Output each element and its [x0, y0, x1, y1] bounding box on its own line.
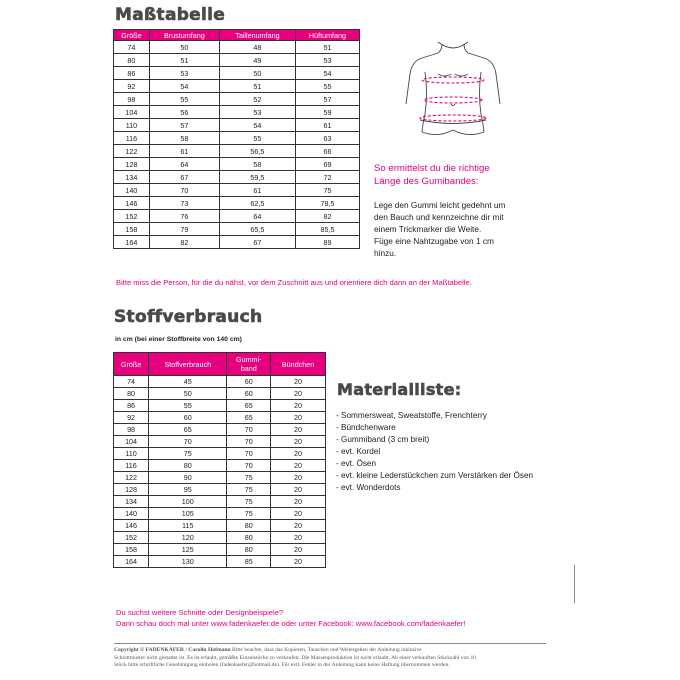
fabric-table-row	[114, 484, 326, 496]
size-table-cell: 85,5	[295, 223, 359, 236]
size-table-cell: 116	[114, 132, 150, 145]
material-list	[336, 410, 596, 494]
fabric-table-cell: 105	[149, 508, 227, 520]
fabric-table-row	[114, 496, 326, 508]
fabric-table-cell: 75	[227, 484, 271, 496]
fabric-table-cell: 104	[114, 436, 149, 448]
size-table-cell: 53	[149, 67, 219, 80]
material-list-title: Materialliste:	[337, 380, 462, 399]
fabric-table-cell: 80	[114, 388, 149, 400]
gum-instruction-line: Füge eine Nahtzugabe von 1 cm	[374, 236, 494, 246]
material-list-item: - evt. kleine Lederstückchen zum Verstärken der Ösen	[336, 471, 534, 480]
size-table-row	[114, 54, 360, 67]
size-table-row	[114, 223, 360, 236]
size-table-cell: 58	[149, 132, 219, 145]
fabric-table-row	[114, 424, 326, 436]
size-table-cell: 48	[219, 41, 295, 54]
fabric-table-cell: 85	[227, 556, 271, 568]
size-table-cell: 50	[219, 67, 295, 80]
size-table-cell: 66	[295, 145, 359, 158]
fabric-table-cell: 20	[271, 532, 326, 544]
fabric-table-cell: 80	[227, 544, 271, 556]
fabric-table-cell: 100	[149, 496, 227, 508]
size-table-cell: 57	[149, 119, 219, 132]
fabric-table-row	[114, 520, 326, 532]
fabric-table-cell: 98	[114, 424, 149, 436]
size-table-cell: 55	[295, 80, 359, 93]
more-info-line1: Du suchst weitere Schnitte oder Designbeispiele?	[116, 608, 284, 617]
fabric-table-cell: 152	[114, 532, 149, 544]
fabric-table-cell: 65	[227, 400, 271, 412]
size-table-cell: 55	[219, 132, 295, 145]
size-table-row	[114, 80, 360, 93]
size-table-cell: 70	[149, 184, 219, 197]
fabric-table-cell: 90	[149, 472, 227, 484]
gum-instruction-line: einem Trickmarker die Weite.	[374, 224, 482, 234]
fabric-table-row	[114, 544, 326, 556]
size-table-header-cell: Hüftumfang	[295, 30, 359, 41]
fabric-table-cell: 80	[149, 460, 227, 472]
size-table-row	[114, 171, 360, 184]
fabric-table-cell: 20	[271, 460, 326, 472]
size-table-row	[114, 184, 360, 197]
fabric-table-cell: 125	[149, 544, 227, 556]
size-table-row	[114, 236, 360, 249]
size-table-cell: 86	[114, 67, 150, 80]
fabric-table-cell: 20	[271, 496, 326, 508]
size-table-cell: 152	[114, 210, 150, 223]
fabric-table-cell: 70	[227, 436, 271, 448]
fabric-table-cell: 20	[271, 424, 326, 436]
gum-instruction-line: Lege den Gummi leicht gedehnt um	[374, 200, 506, 210]
size-table-cell: 57	[295, 93, 359, 106]
fabric-table-cell: 75	[227, 508, 271, 520]
size-table-cell: 58	[219, 158, 295, 171]
material-list-item: - evt. Ösen	[336, 459, 377, 468]
size-table-cell: 110	[114, 119, 150, 132]
size-table-row	[114, 145, 360, 158]
fabric-table-row	[114, 436, 326, 448]
size-table-cell: 50	[149, 41, 219, 54]
fabric-table-cell: 60	[149, 412, 227, 424]
material-list-item: - Bündchenware	[336, 423, 396, 432]
size-table-cell: 52	[219, 93, 295, 106]
fabric-table-cell: 20	[271, 436, 326, 448]
body-measure-illustration	[398, 34, 508, 144]
size-table-row	[114, 132, 360, 145]
fabric-table-cell: 122	[114, 472, 149, 484]
fabric-table-cell: 20	[271, 544, 326, 556]
fabric-table-row	[114, 376, 326, 388]
size-table-cell: 65,5	[219, 223, 295, 236]
measure-note: Bitte miss die Person, für die du nähst, vor dem Zuschnitt aus und orientiere dich dann an der Maßtabelle.	[116, 278, 472, 287]
size-table-row	[114, 119, 360, 132]
fabric-table-cell: 75	[149, 448, 227, 460]
fabric-table-row	[114, 460, 326, 472]
size-table-row	[114, 41, 360, 54]
size-table-cell: 63	[295, 132, 359, 145]
fabric-table-cell: 130	[149, 556, 227, 568]
size-table-cell: 89	[295, 236, 359, 249]
size-table-cell: 104	[114, 106, 150, 119]
fabric-table-cell: 80	[227, 520, 271, 532]
fabric-table-cell: 75	[227, 496, 271, 508]
fabric-table-row	[114, 388, 326, 400]
material-list-item: - Sommersweat, Sweatstoffe, Frenchterry	[336, 411, 487, 420]
size-table-cell: 146	[114, 197, 150, 210]
fabric-table-cell: 70	[227, 424, 271, 436]
material-list-item: - Gummiband (3 cm breit)	[336, 435, 430, 444]
size-table-cell: 164	[114, 236, 150, 249]
size-table-cell: 62,5	[219, 197, 295, 210]
size-table-row	[114, 197, 360, 210]
fabric-table-cell: 20	[271, 556, 326, 568]
fabric-table-cell: 20	[271, 376, 326, 388]
size-table-cell: 55	[149, 93, 219, 106]
size-table-cell: 75	[295, 184, 359, 197]
size-table-cell: 134	[114, 171, 150, 184]
size-table-row	[114, 67, 360, 80]
fabric-table-cell: 74	[114, 376, 149, 388]
size-table-cell: 61	[219, 184, 295, 197]
fabric-table-cell: 70	[227, 448, 271, 460]
size-table-cell: 54	[295, 67, 359, 80]
footer-divider	[114, 643, 546, 644]
fabric-table-cell: 50	[149, 388, 227, 400]
fabric-table-row	[114, 472, 326, 484]
size-table-header-cell: Größe	[114, 30, 150, 41]
size-table-header-cell: Brustumfang	[149, 30, 219, 41]
size-table-cell: 76	[149, 210, 219, 223]
size-table-cell: 51	[149, 54, 219, 67]
fabric-table-cell: 80	[227, 532, 271, 544]
fabric-table-cell: 60	[227, 388, 271, 400]
size-table-cell: 67	[219, 236, 295, 249]
fabric-table-header-cell: Bündchen	[271, 353, 326, 376]
fabric-table-title: Stoffverbrauch	[114, 307, 263, 327]
fabric-table-cell: 60	[227, 376, 271, 388]
footer	[114, 647, 554, 670]
size-table-cell: 61	[295, 119, 359, 132]
material-list-item: - evt. Wonderdots	[336, 483, 401, 492]
fabric-table-row	[114, 412, 326, 424]
fabric-table-header-cell: Gummi- band	[227, 353, 271, 376]
gum-heading-line2: Länge des Gumibandes:	[374, 176, 479, 187]
fabric-table-cell: 75	[227, 472, 271, 484]
fabric-table-cell: 116	[114, 460, 149, 472]
size-table-cell: 73	[149, 197, 219, 210]
fabric-table-cell: 20	[271, 400, 326, 412]
fabric-table-cell: 20	[271, 412, 326, 424]
fabric-table-row	[114, 532, 326, 544]
fabric-table-row	[114, 400, 326, 412]
fabric-table-row	[114, 556, 326, 568]
fabric-table-cell: 20	[271, 484, 326, 496]
gum-instruction-line: den Bauch und kennzeichne dir mit	[374, 212, 504, 222]
fabric-table-cell: 115	[149, 520, 227, 532]
size-table-cell: 49	[219, 54, 295, 67]
footer-line3: Stück bitte schriftliche Genehmigung einholen (fadenkaefer@hotmail.de). Für evtl. Fehler in der Anleitung kann keine Haftung übernommen werden.	[114, 662, 450, 669]
right-edge-line	[574, 565, 575, 603]
fabric-table-cell: 140	[114, 508, 149, 520]
fabric-table-header-cell: Größe	[114, 353, 149, 376]
fabric-table-cell: 20	[271, 508, 326, 520]
size-table-cell: 74	[114, 41, 150, 54]
size-table-row	[114, 106, 360, 119]
size-table-cell: 82	[149, 236, 219, 249]
size-table-cell: 56,5	[219, 145, 295, 158]
fabric-table-cell: 146	[114, 520, 149, 532]
fabric-table-cell: 20	[271, 448, 326, 460]
size-table-cell: 72	[295, 171, 359, 184]
size-table-cell: 56	[149, 106, 219, 119]
size-table-cell: 59	[295, 106, 359, 119]
size-table-cell: 78,5	[295, 197, 359, 210]
fabric-table-cell: 45	[149, 376, 227, 388]
fabric-table-cell: 20	[271, 520, 326, 532]
size-table-cell: 79	[149, 223, 219, 236]
size-table-cell: 158	[114, 223, 150, 236]
size-table	[113, 29, 360, 249]
size-table-cell: 61	[149, 145, 219, 158]
fabric-table-row	[114, 508, 326, 520]
size-table-cell: 54	[149, 80, 219, 93]
footer-copyright: Copyright © FADENKÄFER / Carolin Hofmann	[114, 647, 231, 653]
footer-line2: Schnittmuster nicht gestattet ist. Es ist erlaubt, gemäßte Einzelstücke zu verkaufen. Die Massenproduktion ist nicht erlaubt. Ab einer verkauften Stückzahl von 10	[114, 654, 477, 661]
fabric-table	[113, 352, 326, 568]
size-table-title: Maßtabelle	[115, 5, 226, 25]
fabric-table-cell: 20	[271, 388, 326, 400]
size-table-cell: 69	[295, 158, 359, 171]
fabric-table-cell: 134	[114, 496, 149, 508]
fabric-table-cell: 92	[114, 412, 149, 424]
size-table-cell: 128	[114, 158, 150, 171]
size-table-cell: 53	[295, 54, 359, 67]
size-table-cell: 51	[295, 41, 359, 54]
size-table-cell: 82	[295, 210, 359, 223]
fabric-table-cell: 65	[227, 412, 271, 424]
fabric-table-cell: 164	[114, 556, 149, 568]
size-table-header-cell: Taillenumfang	[219, 30, 295, 41]
size-table-row	[114, 158, 360, 171]
fabric-table-header-cell: Stoffverbrauch	[149, 353, 227, 376]
fabric-table-subtitle: in cm (bei einer Stoffbreite von 140 cm)	[115, 336, 242, 343]
size-table-row	[114, 93, 360, 106]
size-table-cell: 64	[149, 158, 219, 171]
size-table-cell: 59,5	[219, 171, 295, 184]
size-table-cell: 80	[114, 54, 150, 67]
fabric-table-cell: 65	[149, 424, 227, 436]
more-info-line2: Dann schau doch mal unter www.fadenkaefer.de oder unter Facebook: www.facebook.com/fadenkaefer!	[116, 619, 466, 628]
gum-heading-line1: So ermittelst du die richtige	[374, 163, 490, 174]
size-table-cell: 140	[114, 184, 150, 197]
fabric-table-cell: 55	[149, 400, 227, 412]
size-table-cell: 53	[219, 106, 295, 119]
material-list-item: - evt. Kordel	[336, 447, 381, 456]
size-table-cell: 92	[114, 80, 150, 93]
gum-instruction-line: hinzu.	[374, 248, 397, 258]
size-table-cell: 98	[114, 93, 150, 106]
gum-instructions	[374, 199, 554, 259]
size-table-cell: 122	[114, 145, 150, 158]
fabric-table-cell: 128	[114, 484, 149, 496]
footer-line1: Bitte beachte, dass das Kopieren, Tauschen und Weitergeben der Anleitung inklusive	[230, 647, 422, 653]
fabric-table-cell: 120	[149, 532, 227, 544]
fabric-table-cell: 70	[227, 460, 271, 472]
size-table-cell: 51	[219, 80, 295, 93]
size-table-cell: 64	[219, 210, 295, 223]
fabric-table-cell: 20	[271, 472, 326, 484]
fabric-table-cell: 158	[114, 544, 149, 556]
fabric-table-cell: 86	[114, 400, 149, 412]
fabric-table-cell: 95	[149, 484, 227, 496]
fabric-table-cell: 110	[114, 448, 149, 460]
size-table-cell: 54	[219, 119, 295, 132]
fabric-table-cell: 70	[149, 436, 227, 448]
fabric-table-row	[114, 448, 326, 460]
size-table-row	[114, 210, 360, 223]
size-table-cell: 67	[149, 171, 219, 184]
